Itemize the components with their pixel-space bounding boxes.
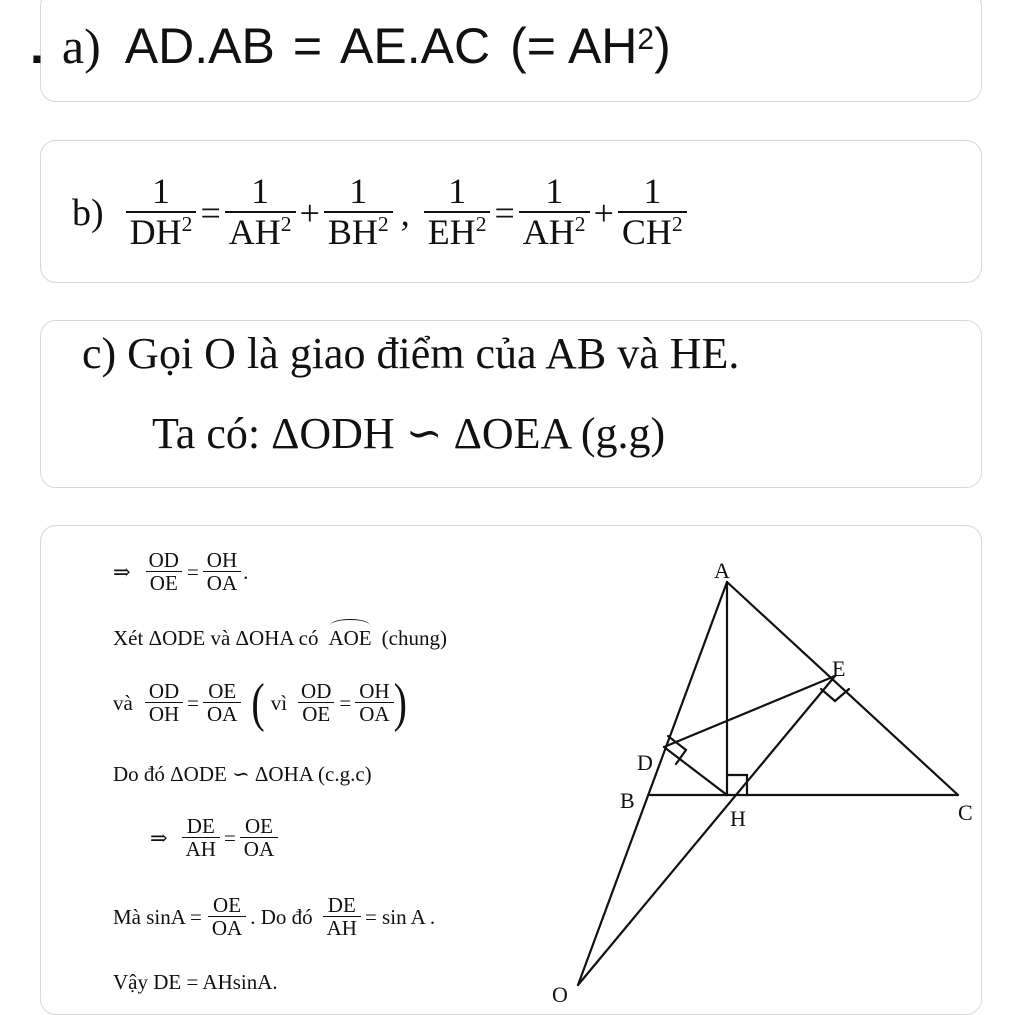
frac-ch: $\frac{1}{CH^2}$ xyxy=(618,173,687,252)
proof-line-5: ⇒ $\frac{DE}{AH}$ = $\frac{OE}{OA}$ xyxy=(150,804,278,872)
part-a-eq: = xyxy=(292,18,323,74)
label-o: O xyxy=(552,982,568,1002)
label-e: E xyxy=(832,656,846,681)
part-b-plus1: + xyxy=(299,192,320,233)
proof-line-4: Do đó ΔODE ∽ ΔOHA (c.g.c) xyxy=(113,761,372,786)
label-a: A xyxy=(714,558,730,583)
part-b-eq2: = xyxy=(494,192,515,233)
part-b-label: b) xyxy=(72,191,104,234)
implies-icon: ⇒ xyxy=(113,559,131,584)
angle-aoe: AOE xyxy=(328,625,372,650)
part-a-line xyxy=(30,6,671,86)
label-c: C xyxy=(958,800,973,825)
part-b-eq1: = xyxy=(200,192,221,233)
label-h: H xyxy=(730,806,746,831)
label-d: D xyxy=(637,750,653,775)
part-b-plus2: + xyxy=(593,192,614,233)
part-c-line1: c) Gọi O là giao điểm của AB và HE. xyxy=(82,329,740,378)
part-a-exp: 2 xyxy=(637,23,655,56)
frac-ah-2: $\frac{1}{AH^2}$ xyxy=(519,173,590,252)
frac-ah-1: $\frac{1}{AH^2}$ xyxy=(225,173,296,252)
part-b-comma: , xyxy=(400,192,410,233)
label-b: B xyxy=(620,788,635,813)
proof-line-3: và $\frac{OD}{OH}$ = $\frac{OE}{OA}$ ( vì $\frac{OD}{OE}$ = $\frac{OH}{OA}$ ) xyxy=(113,671,407,733)
part-a-label: a) xyxy=(61,18,101,74)
part-a-term1: AD.AB xyxy=(124,18,275,74)
proof-line-1: ⇒ $\frac{OD}{OE}$ = $\frac{OH}{OA}$ . xyxy=(113,547,249,595)
frac-dh: $\frac{1}{DH^2}$ xyxy=(126,173,197,252)
part-c-line2: Ta có: ΔODH ∽ ΔOEA (g.g) xyxy=(152,409,666,458)
proof-line-7: Vậy DE = AHsinA. xyxy=(113,969,278,994)
part-a-ah: AH xyxy=(567,18,638,74)
frac-bh: $\frac{1}{BH^2}$ xyxy=(324,173,393,252)
proof-line-2: Xét ΔODE và ΔOHA có AOE (chung) xyxy=(113,625,447,650)
part-a-paren-close: ) xyxy=(654,18,671,74)
part-b-line xyxy=(72,155,687,270)
part-a-term2: AE.AC xyxy=(340,18,491,74)
part-a-paren-open: (= xyxy=(510,18,556,74)
proof-line-6: Mà sinA = $\frac{OE}{OA}$ . Do đó $\frac{DE}{AH}$ = sin A . xyxy=(113,892,436,940)
implies-icon: ⇒ xyxy=(150,825,168,850)
frac-eh: $\frac{1}{EH^2}$ xyxy=(424,173,491,252)
bullet: . xyxy=(30,18,44,74)
